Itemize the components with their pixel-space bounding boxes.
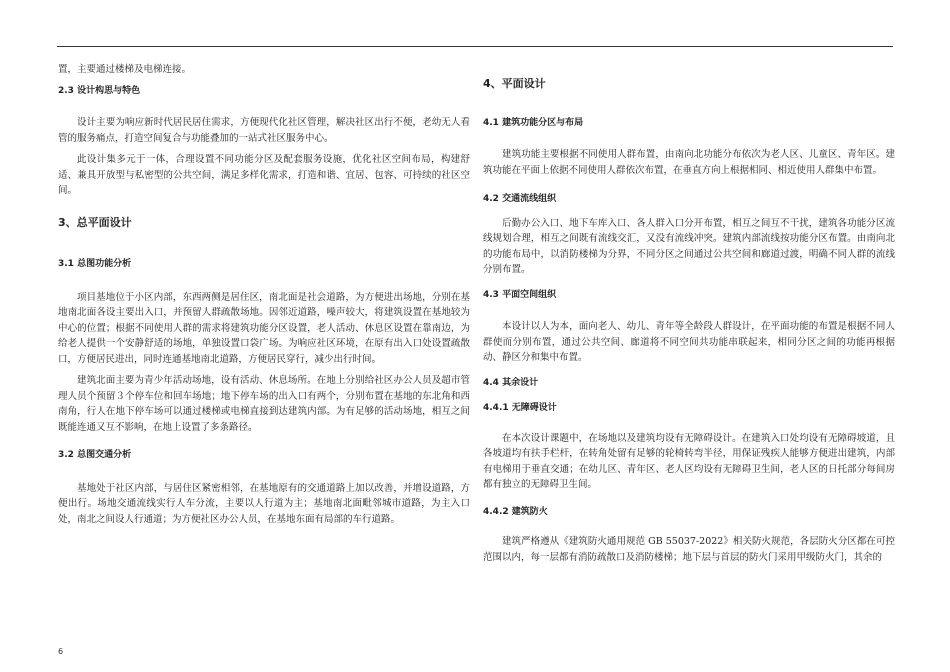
- paragraph-3-2: 基地处于社区内部，与居住区紧密相邻，在基地原有的交通道路上加以改善，并增设道路，方便出行。场地交通流线实行人车分流，主要以人行道为主；基地南北面毗邻城市道路，为主入口处，南北之间设人行通道；为方便社区办公人员，在基地东面有局部的车行道路。: [58, 482, 470, 525]
- heading-3: 3、总平面设计: [58, 215, 132, 229]
- paragraph-4-4-2: 建筑严格遵从《建筑防火通用规范 GB 55037-2022》相关防火规范，各层防火分区都在可控范围以内，每一层都有消防疏散口及消防楼梯；地下层与首层的防火门采用甲级防火门，其余的: [483, 536, 895, 563]
- heading-2-3: 2.3 设计构思与特色: [58, 85, 141, 96]
- heading-4-4: 4.4 其余设计: [483, 377, 539, 388]
- heading-4-4-1: 4.4.1 无障碍设计: [483, 403, 557, 413]
- heading-3-1: 3.1 总图功能分析: [58, 259, 132, 269]
- heading-4-3: 4.3 平面空间组织: [483, 289, 557, 300]
- heading-4-4-2: 4.4.2 建筑防火: [483, 506, 548, 517]
- paragraph-4-2: 后勤办公入口、地下车库入口、各人群入口分开布置，相互之间互不干扰，建筑各功能分区流线规划合理，相互之间既有流线交汇，又没有流线冲突。建筑内部流线按功能分区布置。由南向北的功能布局中，以消防楼梯为分界，不同分区之间通过公共空间和廊道过渡，明确不同人群的流线分别布置。: [483, 217, 895, 275]
- paragraph-4-4-1: 在本次设计课题中，在场地以及建筑均设有无障碍设计。在建筑入口处均设有无障碍坡道，且各坡道均有扶手栏杆，在转角处留有足够的轮椅转弯半径，用保证残疾人能够方便进出建筑，内部有电梯用于垂直交通；在幼儿区、青年区、老人区均设有无障碍卫生间，老人区的日托部分每间房都有独立的无障碍卫生间。: [483, 432, 895, 490]
- page-number: 6: [58, 647, 64, 656]
- right-column: [483, 62, 895, 565]
- left-column: [58, 62, 470, 527]
- paragraph-continuation: 置，主要通过楼梯及电梯连接。: [58, 64, 192, 75]
- heading-4-2: 4.2 交通流线组织: [483, 194, 557, 204]
- paragraph-2-3-a: 设计主要为响应新时代居民居住需求，方便现代化社区管理，解决社区出行不便，老幼无人看管的服务痛点，打造空间复合与功能叠加的一站式社区服务中心。: [58, 117, 470, 144]
- paragraph-4-1: 建筑功能主要根据不同使用人群布置，由南向北功能分布依次为老人区、儿童区、青年区。建筑功能在平面上依据不同使用人群依次布置，在垂直方向上根据相同、相近使用人群集中布置。: [483, 149, 895, 176]
- heading-4: 4、平面设计: [483, 77, 546, 90]
- paragraph-3-1-b: 建筑北面主要为青少年活动场地，设有活动、休息场所。在地上分别给社区办公人员及超市管理人员个预留３个停车位和回车场地；地下停车场的出入口有两个，分别布置在基地的东北角和西南角，行人在地下停车场可以通过楼梯或电梯直接到达建筑内部。为有足够的活动场地，相互之间既能连通又互不影响，在地上设置了多条路径。: [58, 375, 470, 433]
- header-rule: [57, 46, 893, 47]
- heading-3-2: 3.2 总图交通分析: [58, 450, 132, 460]
- paragraph-4-3: 本设计以人为本，面向老人、幼儿、青年等全龄段人群设计，在平面功能的布置是根据不同人群使而分别布置，通过公共空间、廊道将不同空间共功能串联起来，相同分区之间的功能再根据动、静区分和集中布置。: [483, 321, 895, 363]
- heading-4-1: 4.1 建筑功能分区与布局: [483, 117, 584, 128]
- paragraph-3-1-a: 项目基地位于小区内部，东西两侧是居住区，南北面是社会道路，为方便进出场地，分别在基地南北面各设主要出入口，并预留人群疏散场地。因邻近道路，噪声较大，将建筑设置在基地较为中心的位置；根据不同使用人群的需求将建筑功能分区设置，老人活动、休息区设置在靠南边，为给老人提供一个安静舒适的场地，单独设置口袋广场。为响应社区环境，在原有出入口处设置疏散口，方便居民进出，同时连通基地南北道路，方便居民穿行，减少出行时间。: [58, 291, 470, 365]
- paragraph-2-3-b: 此设计集多元于一体，合理设置不同功能分区及配套服务设施，优化社区空间布局，构建舒适、兼具开放型与私密型的公共空间，满足多样化需求，打造和谐、宜居、包容、可持续的社区空间。: [58, 154, 470, 196]
